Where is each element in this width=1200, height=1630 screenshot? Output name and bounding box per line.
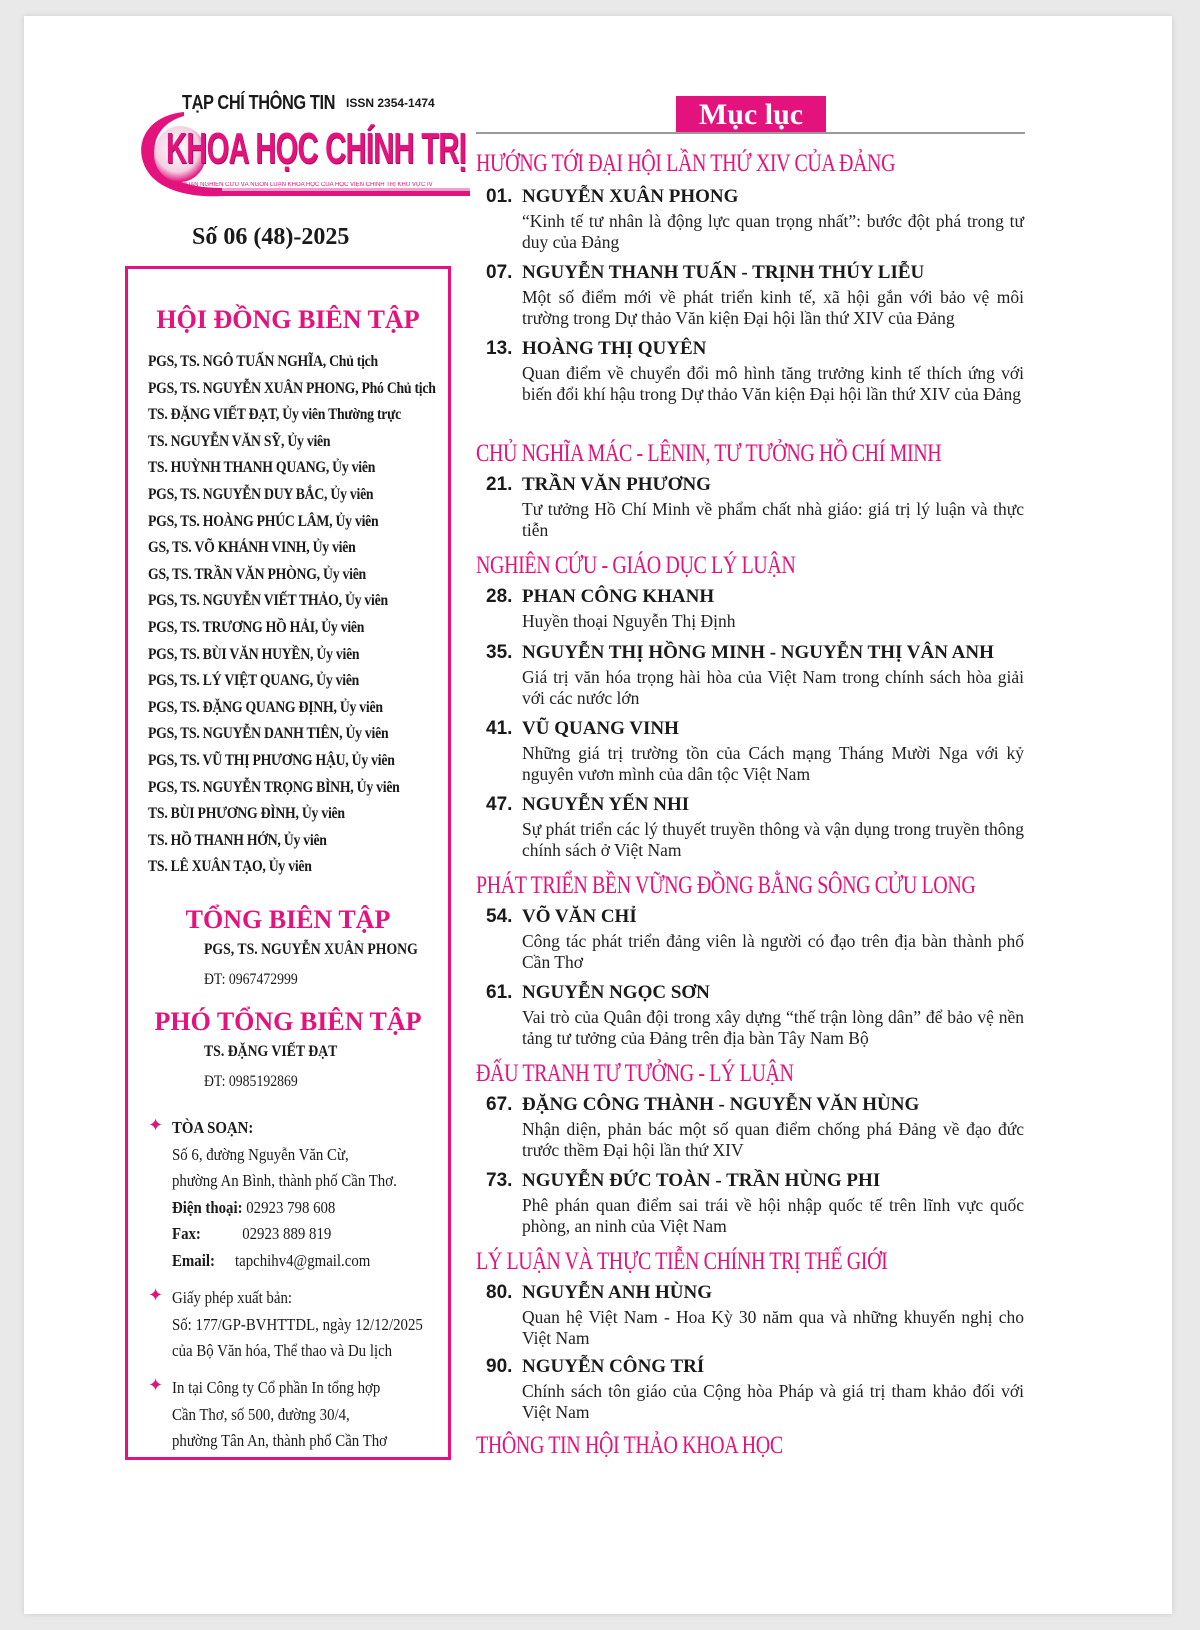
toc-article-title: Vai trò của Quân đội trong xây dựng “thế trận lòng dân” để bảo vệ nền tảng tư tưởng của Đảng trên địa bàn Tây Nam Bộ (522, 1007, 1024, 1048)
toc-section-title[interactable]: LÝ LUẬN VÀ THỰC TIỄN CHÍNH TRỊ THẾ GIỚI (476, 1248, 888, 1275)
toc-author: NGUYỄN ĐỨC TOÀN - TRẦN HÙNG PHI (522, 1170, 881, 1191)
toc-section-title[interactable]: THÔNG TIN HỘI THẢO KHOA HỌC (476, 1432, 783, 1459)
toc-article-title: Phê phán quan điểm sai trái về hội nhập quốc tế trên lĩnh vực quốc phòng, an ninh của Việt Nam (522, 1195, 1024, 1236)
toc-page-number: 73. (486, 1170, 513, 1191)
toc-author: NGUYỄN YẾN NHI (522, 794, 690, 815)
license-line: Số: 177/GP-BVHTTDL, ngày 12/12/2025 (172, 1314, 423, 1334)
board-member: PGS, TS. TRƯƠNG HỒ HẢI, Ủy viên (148, 618, 365, 636)
toc-author: NGUYỄN THỊ HỒNG MINH - NGUYỄN THỊ VÂN ANH (522, 642, 994, 663)
office-phone-label: Điện thoại: (172, 1197, 243, 1217)
board-member: TS. BÙI PHƯƠNG ĐÌNH, Ủy viên (148, 805, 345, 823)
toc-author: NGUYỄN XUÂN PHONG (522, 186, 739, 207)
masthead-issn: ISSN 2354-1474 (346, 96, 435, 110)
toc-article-title: Quan điểm về chuyển đổi mô hình tăng trưởng kinh tế thích ứng với biến đổi khí hậu trong Dự thảo Văn kiện Đại hội lần thứ XIV của Đảng (522, 363, 1024, 404)
board-member-list (148, 349, 482, 881)
toc-article-title: Công tác phát triển đảng viên là người có đạo trên địa bàn thành phố Cần Thơ (522, 931, 1024, 972)
board-member: PGS, TS. NGUYỄN DANH TIÊN, Ủy viên (148, 725, 389, 743)
office-fax-label: Fax: (172, 1224, 201, 1243)
board-member: TS. ĐẶNG VIẾT ĐẠT, Ủy viên Thường trực (148, 406, 402, 424)
license-line: của Bộ Văn hóa, Thể thao và Du lịch (172, 1341, 393, 1360)
office-phone: 02923 798 608 (246, 1197, 336, 1217)
star-bullet-icon: ✦ (148, 1285, 164, 1306)
toc-page-number: 54. (486, 906, 513, 927)
board-member: TS. NGUYỄN VĂN SỸ, Ủy viên (148, 432, 331, 450)
toc-author: PHAN CÔNG KHANH (522, 586, 715, 607)
star-bullet-icon: ✦ (148, 1115, 164, 1136)
toc-author: NGUYỄN THANH TUẤN - TRỊNH THÚY LIỄU (522, 262, 925, 283)
board-member: GS, TS. VÕ KHÁNH VINH, Ủy viên (148, 539, 356, 557)
magazine-page (24, 16, 1172, 1614)
toc-article-title: Những giá trị trường tồn của Cách mạng Tháng Mười Nga với kỷ nguyên vươn mình của dân tộc Việt Nam (522, 743, 1024, 784)
toc-author: TRẦN VĂN PHƯƠNG (522, 474, 711, 495)
masthead-tagline: CƠ QUAN NGHIÊN CỨU VÀ NGÔN LUẬN KHOA HỌC CỦA HỌC VIỆN CHÍNH TRỊ KHU VỰC IV (170, 182, 433, 188)
board-member: PGS, TS. NGUYỄN VIẾT THẢO, Ủy viên (148, 592, 388, 610)
board-heading: HỘI ĐỒNG BIÊN TẬP (156, 305, 420, 334)
toc-author: VŨ QUANG VINH (522, 718, 679, 739)
toc-article-title: Chính sách tôn giáo của Cộng hòa Pháp và giá trị tham khảo đối với Việt Nam (522, 1381, 1024, 1422)
chief-editor-heading: TỔNG BIÊN TẬP (185, 905, 391, 934)
toc-article-title: Tư tưởng Hồ Chí Minh về phẩm chất nhà giáo: giá trị lý luận và thực tiễn (522, 499, 1024, 540)
toc-page-number: 35. (486, 642, 513, 663)
toc-page-number: 21. (486, 474, 513, 495)
toc-author: ĐẶNG CÔNG THÀNH - NGUYỄN VĂN HÙNG (522, 1094, 920, 1115)
printer-line: phường Tân An, thành phố Cần Thơ (172, 1431, 388, 1450)
issue-number: Số 06 (48)-2025 (192, 224, 350, 250)
office-email-label: Email: (172, 1250, 215, 1270)
board-member: PGS, TS. NGUYỄN DUY BẮC, Ủy viên (148, 485, 374, 503)
deputy-editor-phone: ĐT: 0985192869 (204, 1073, 298, 1090)
chief-editor-phone: ĐT: 0967472999 (204, 971, 298, 988)
toc-article-title: Sự phát triển các lý thuyết truyền thông và vận dụng trong truyền thông chính sách ở Việt Nam (522, 819, 1024, 860)
toc-page-number: 61. (486, 982, 513, 1003)
toc-page-number: 90. (486, 1356, 513, 1377)
board-member: PGS, TS. ĐẶNG QUANG ĐỊNH, Ủy viên (148, 698, 383, 716)
board-member: PGS, TS. BÙI VĂN HUYỀN, Ủy viên (148, 645, 360, 663)
office-address-line: Số 6, đường Nguyễn Văn Cừ, (172, 1144, 349, 1164)
board-member: PGS, TS. NGUYỄN XUÂN PHONG, Phó Chủ tịch (148, 379, 436, 397)
toc-page-number: 28. (486, 586, 513, 607)
toc-author: NGUYỄN CÔNG TRÍ (522, 1356, 705, 1377)
toc-page-number: 80. (486, 1282, 513, 1303)
chief-editor-name: PGS, TS. NGUYỄN XUÂN PHONG (204, 941, 418, 958)
board-member: PGS, TS. VŨ THỊ PHƯƠNG HẬU, Ủy viên (148, 751, 395, 769)
toc-author: NGUYỄN ANH HÙNG (522, 1282, 713, 1303)
board-member: TS. HUỲNH THANH QUANG, Ủy viên (148, 459, 376, 477)
toc-article-title: Giá trị văn hóa trọng hài hòa của Việt Nam trong chính sách hòa giải với các nước lớn (522, 667, 1024, 708)
toc-section-title[interactable]: CHỦ NGHĨA MÁC - LÊNIN, TƯ TƯỞNG HỒ CHÍ MINH (476, 440, 942, 467)
toc-page-number: 47. (486, 794, 513, 815)
board-member: PGS, TS. NGÔ TUẤN NGHĨA, Chủ tịch (148, 353, 378, 370)
masthead (126, 90, 486, 220)
toc-article-title: Một số điểm mới về phát triển kinh tế, xã hội gắn với bảo vệ môi trường trong Dự thảo Văn kiện Đại hội lần thứ XIV của Đảng (522, 287, 1024, 328)
deputy-editor-heading: PHÓ TỔNG BIÊN TẬP (154, 1007, 422, 1036)
toc-section-title[interactable]: PHÁT TRIỂN BỀN VỮNG ĐỒNG BẰNG SÔNG CỬU LONG (476, 872, 976, 899)
board-member: PGS, TS. NGUYỄN TRỌNG BÌNH, Ủy viên (148, 778, 400, 796)
office-email: tapchihv4@gmail.com (235, 1250, 371, 1270)
toc-author: HOÀNG THỊ QUYÊN (522, 338, 707, 359)
board-member: GS, TS. TRẦN VĂN PHÒNG, Ủy viên (148, 565, 366, 583)
board-member: TS. HỒ THANH HỚN, Ủy viên (148, 831, 327, 849)
toc-section-title[interactable]: NGHIÊN CỨU - GIÁO DỤC LÝ LUẬN (476, 552, 796, 579)
toc-section-title[interactable]: ĐẤU TRANH TƯ TƯỞNG - LÝ LUẬN (476, 1060, 794, 1087)
printer-line: Cần Thơ, số 500, đường 30/4, (172, 1404, 350, 1424)
toc-article-title: Nhận diện, phản bác một số quan điểm chống phá Đảng về đạo đức trước thềm Đại hội lần thứ XIV (522, 1119, 1024, 1160)
deputy-editor-name: TS. ĐẶNG VIẾT ĐẠT (204, 1043, 338, 1060)
toc-article-title: Quan hệ Việt Nam - Hoa Kỳ 30 năm qua và những khuyến nghị cho Việt Nam (522, 1307, 1024, 1348)
board-member: PGS, TS. HOÀNG PHÚC LÂM, Ủy viên (148, 512, 379, 530)
printer-line: In tại Công ty Cổ phần In tổng hợp (172, 1378, 381, 1397)
masthead-kicker: TẠP CHÍ THÔNG TIN (182, 92, 336, 114)
toc-page-number: 13. (486, 338, 513, 359)
toc-page-number: 41. (486, 718, 513, 739)
toc-article-title: “Kinh tế tư nhân là động lực quan trọng nhất”: bước đột phá trong tư duy của Đảng (522, 211, 1024, 252)
editorial-board-panel (125, 266, 451, 1460)
board-member: PGS, TS. LÝ VIỆT QUANG, Ủy viên (148, 672, 360, 690)
toc-page-number: 01. (486, 186, 513, 207)
toc-article-title: Huyền thoại Nguyễn Thị Định (522, 611, 736, 631)
toc-heading: Mục lục (676, 96, 826, 134)
office-label: TÒA SOẠN: (172, 1118, 254, 1137)
license-line: Giấy phép xuất bản: (172, 1288, 293, 1307)
toc-author: NGUYỄN NGỌC SƠN (522, 982, 710, 1003)
office-fax: 02923 889 819 (242, 1224, 332, 1243)
toc-page-number: 07. (486, 262, 513, 283)
toc-author: VÕ VĂN CHỈ (522, 906, 637, 927)
toc-section-title[interactable]: HƯỚNG TỚI ĐẠI HỘI LẦN THỨ XIV CỦA ĐẢNG (476, 150, 896, 177)
toc-page-number: 67. (486, 1094, 513, 1115)
star-bullet-icon: ✦ (148, 1375, 164, 1396)
masthead-title: KHOA HỌC CHÍNH TRỊ (166, 124, 467, 173)
board-member: TS. LÊ XUÂN TẠO, Ủy viên (148, 858, 312, 876)
office-address-line: phường An Bình, thành phố Cần Thơ. (172, 1171, 397, 1190)
toc-divider (476, 132, 1025, 134)
